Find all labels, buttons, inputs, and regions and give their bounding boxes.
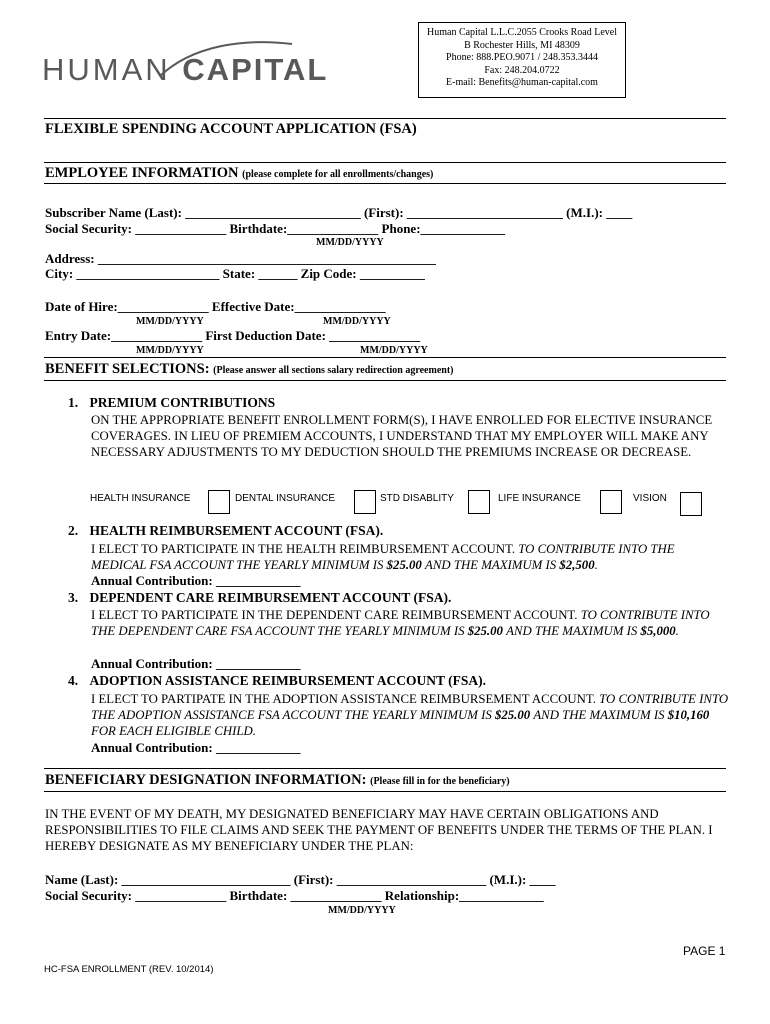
dependent-annual-contribution-field[interactable]: Annual Contribution: _____________ <box>91 656 301 671</box>
address-line: Human Capital L.L.C.2055 Crooks Road Level <box>427 27 617 38</box>
city-state-zip-line[interactable]: City: ______________________ State: ______ Zip Code: __________ <box>45 266 425 281</box>
hire-effective-line[interactable]: Date of Hire:______________ Effective Date:______________ <box>45 299 386 314</box>
effective-date-format: MM/DD/YYYY <box>323 316 391 327</box>
benefit-item-1 <box>68 395 275 411</box>
health-reimbursement-text-italic: AND THE MAXIMUM IS <box>425 558 557 572</box>
beneficiary-name-line[interactable]: Name (Last): __________________________ (First): _______________________ (M.I.): ____ <box>45 872 556 887</box>
punctuation: . <box>594 558 598 572</box>
life-insurance-label: LIFE INSURANCE <box>498 493 581 504</box>
page-number: PAGE 1 <box>683 944 726 958</box>
punctuation: . <box>675 624 679 638</box>
benefit-item-2 <box>68 523 383 539</box>
entry-date-format: MM/DD/YYYY <box>136 345 204 356</box>
company-address-box <box>418 22 626 98</box>
form-revision-footer: HC-FSA ENROLLMENT (REV. 10/2014) <box>44 964 214 975</box>
employee-section-heading <box>45 165 433 182</box>
item-number: 3. <box>68 590 79 605</box>
dependent-care-text <box>91 607 731 639</box>
adoption-minimum-amount: $25.00 <box>494 708 531 722</box>
item-number: 4. <box>68 673 79 688</box>
health-minimum-amount: $25.00 <box>386 558 422 572</box>
address-fax: Fax: 248.204.0722 <box>484 64 560 76</box>
beneficiary-paragraph: IN THE EVENT OF MY DEATH, MY DESIGNATED BENEFICIARY MAY HAVE CERTAIN OBLIGATIONS AND RESPONSIBILITIES TO FILE CLAIMS AND SEEK THE PAYMENT OF BENEFITS UNDER THE TERMS OF THE PLAN. I HEREBY DESIGNATE AS MY BENEFICIARY UNDER THE PLAN: <box>45 807 713 853</box>
premium-contributions-text: ON THE APPROPRIATE BENEFIT ENROLLMENT FORM(S), I HAVE ENROLLED FOR ELECTIVE INSURANCE COVERAGES. IN LIEU OF PREMIEM ACCOUNTS, I UNDERSTAND THAT MY EMPLOYER WILL MAKE ANY NECESSARY ADJUSTMENTS TO MY DEDUCTION SHOULD THE PREMIUMS INCREASE OR DECREASE. <box>91 413 713 459</box>
item-number: 2. <box>68 523 79 538</box>
adoption-annual-contribution-field[interactable]: Annual Contribution: _____________ <box>91 740 301 755</box>
birthdate-format: MM/DD/YYYY <box>316 237 384 248</box>
health-reimbursement-title: HEALTH REIMBURSEMENT ACCOUNT (FSA). <box>89 523 384 538</box>
adoption-text-italic: AND THE MAXIMUM IS <box>533 708 665 722</box>
vision-label: VISION <box>633 493 667 504</box>
divider <box>44 768 726 769</box>
divider <box>44 183 726 184</box>
address-phone: Phone: 888.PEO.9071 / 248.353.3444 <box>446 52 598 63</box>
item-number: 1. <box>68 395 79 410</box>
health-maximum-amount: $2,500 <box>559 558 595 572</box>
dependent-minimum-amount: $25.00 <box>467 624 503 638</box>
dental-insurance-checkbox[interactable] <box>354 490 376 514</box>
dependent-care-text-italic: AND THE MAXIMUM IS <box>506 624 638 638</box>
adoption-assistance-text <box>91 691 731 739</box>
logo-text-thin: HUMAN <box>42 52 171 87</box>
benefits-heading-note: (Please answer all sections salary redirection agreement) <box>213 365 454 376</box>
logo-text-bold: CAPITAL <box>182 52 329 87</box>
subscriber-name-line[interactable]: Subscriber Name (Last): ___________________________ (First): ________________________ (M.I.): ____ <box>45 205 633 220</box>
employee-heading: EMPLOYEE INFORMATION <box>45 165 239 181</box>
benefits-heading: BENEFIT SELECTIONS: <box>45 361 210 377</box>
life-insurance-checkbox[interactable] <box>600 490 622 514</box>
beneficiary-birthdate-format: MM/DD/YYYY <box>328 905 396 916</box>
dependent-maximum-amount: $5,000 <box>640 624 676 638</box>
vision-checkbox[interactable] <box>680 492 702 516</box>
address-line: B Rochester Hills, MI 48309 <box>464 39 580 51</box>
health-annual-contribution-field[interactable]: Annual Contribution: _____________ <box>91 573 301 588</box>
adoption-maximum-amount: $10,160 <box>667 708 710 722</box>
adoption-text-plain: I ELECT TO PARTIPATE IN THE ADOPTION ASSISTANCE REIMBURSEMENT ACCOUNT. <box>91 692 596 706</box>
divider <box>44 357 726 358</box>
health-insurance-label: HEALTH INSURANCE <box>90 493 191 504</box>
divider <box>44 162 726 163</box>
adoption-text-italic: TO CONTRIBUTE INTO THE ADOPTION ASSISTANCE FSA ACCOUNT THE YEARLY MINIMUM IS <box>91 692 729 722</box>
form-title: FLEXIBLE SPENDING ACCOUNT APPLICATION (FSA) <box>45 121 417 137</box>
divider <box>44 118 726 119</box>
adoption-assistance-title: ADOPTION ASSISTANCE REIMBURSEMENT ACCOUNT (FSA). <box>89 673 486 688</box>
subscriber-ssn-line[interactable]: Social Security: ______________ Birthdate:______________ Phone:_____________ <box>45 221 506 236</box>
company-logo <box>42 36 342 96</box>
address-email: E-mail: Benefits@human-capital.com <box>446 77 598 88</box>
benefit-item-4 <box>68 673 486 689</box>
benefits-section-heading <box>45 361 453 378</box>
dependent-care-text-italic: TO CONTRIBUTE INTO THE DEPENDENT CARE FSA ACCOUNT THE YEARLY MINIMUM IS <box>91 608 710 638</box>
std-disability-label: STD DISABLITY <box>380 493 454 504</box>
health-reimbursement-text <box>91 541 731 573</box>
premium-contributions-title: PREMIUM CONTRIBUTIONS <box>89 395 276 410</box>
dependent-care-text-plain: I ELECT TO PARTICIPATE IN THE DEPENDENT CARE REIMBURSEMENT ACCOUNT. <box>91 608 578 622</box>
health-insurance-checkbox[interactable] <box>208 490 230 514</box>
std-disability-checkbox[interactable] <box>468 490 490 514</box>
beneficiary-heading: BENEFICIARY DESIGNATION INFORMATION: <box>45 772 367 788</box>
divider <box>44 791 726 792</box>
entry-deduction-line[interactable]: Entry Date:______________ First Deduction Date: ______________ <box>45 328 421 343</box>
beneficiary-ssn-line[interactable]: Social Security: ______________ Birthdate: ______________ Relationship:_____________ <box>45 888 544 903</box>
address-line-field[interactable]: Address: ____________________________________________________ <box>45 251 436 266</box>
benefit-item-3 <box>68 590 451 606</box>
insurance-checkbox-row <box>90 488 720 518</box>
adoption-text-italic: FOR EACH ELIGIBLE CHILD. <box>91 724 256 738</box>
divider <box>44 380 726 381</box>
health-reimbursement-text-plain: I ELECT TO PARTICIPATE IN THE HEALTH REIMBURSEMENT ACCOUNT. <box>91 542 516 556</box>
employee-heading-note: (please complete for all enrollments/changes) <box>242 169 434 180</box>
beneficiary-heading-note: (Please fill in for the beneficiary) <box>370 776 510 787</box>
hire-date-format: MM/DD/YYYY <box>136 316 204 327</box>
beneficiary-section-heading <box>45 772 510 789</box>
deduction-date-format: MM/DD/YYYY <box>360 345 428 356</box>
dependent-care-title: DEPENDENT CARE REIMBURSEMENT ACCOUNT (FSA). <box>89 590 452 605</box>
health-reimbursement-text-italic: TO CONTRIBUTE INTO THE MEDICAL FSA ACCOUNT THE YEARLY MINIMUM IS <box>91 542 675 572</box>
dental-insurance-label: DENTAL INSURANCE <box>235 493 336 504</box>
